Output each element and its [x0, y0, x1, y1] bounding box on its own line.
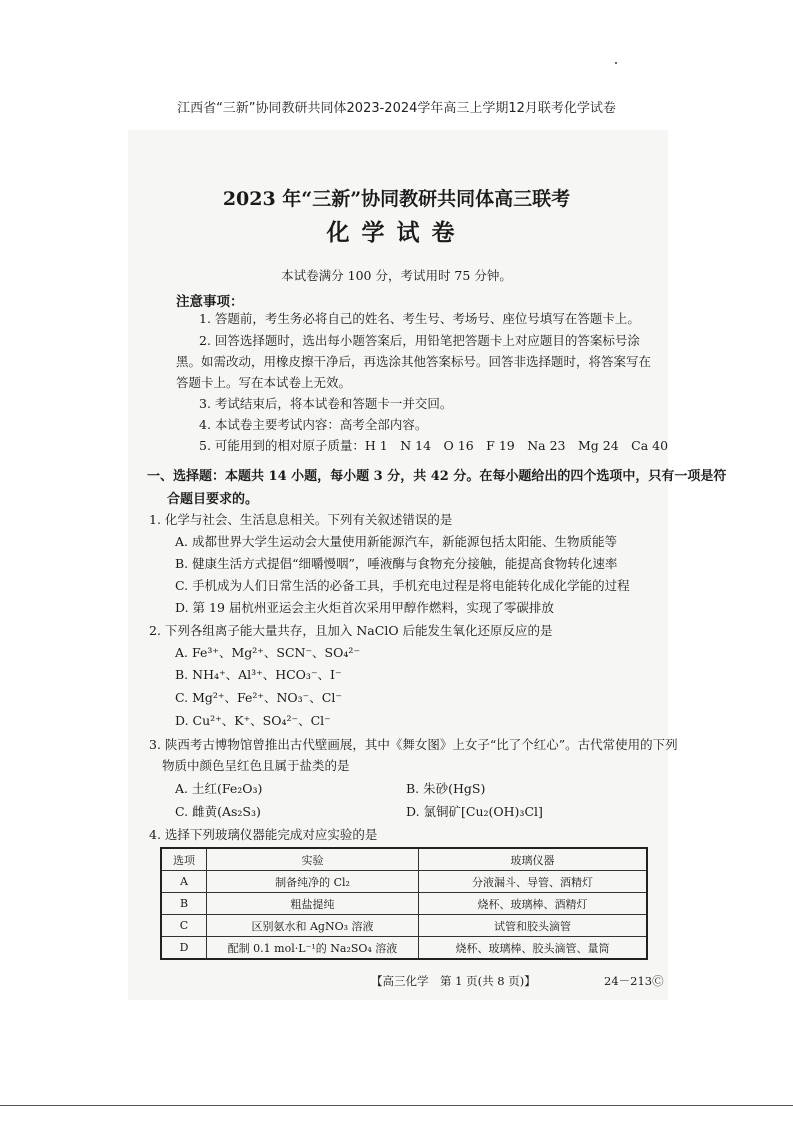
q2-option-a: A. Fe³⁺、Mg²⁺、SCN⁻、SO₄²⁻	[175, 645, 360, 660]
table-cell: 粗盐提纯	[207, 893, 419, 915]
note-line: 2. 回答选择题时，选出每小题答案后，用铅笔把答题卡上对应题目的答案标号涂	[199, 333, 640, 348]
table-row	[161, 915, 647, 937]
table-cell: B	[161, 893, 207, 915]
note-line: 4. 本试卷主要考试内容：高考全部内容。	[199, 417, 428, 432]
question-4-stem: 4. 选择下列玻璃仪器能完成对应实验的是	[149, 827, 378, 842]
table-cell: 配制 0.1 mol·L⁻¹的 Na₂SO₄ 溶液	[207, 937, 419, 960]
table-cell: 烧杯、玻璃棒、胶头滴管、量筒	[419, 937, 648, 960]
document-header: 江西省“三新”协同教研共同体2023-2024学年高三上学期12月联考化学试卷	[177, 101, 616, 116]
q2-option-b: B. NH₄⁺、Al³⁺、HCO₃⁻、I⁻	[175, 667, 342, 682]
q3-option-b: B. 朱砂(HgS)	[406, 781, 486, 796]
q1-option-a: A. 成都世界大学生运动会大量使用新能源汽车，新能源包括太阳能、生物质能等	[175, 534, 617, 549]
table-cell: 分液漏斗、导管、酒精灯	[419, 871, 648, 893]
q2-option-d: D. Cu²⁺、K⁺、SO₄²⁻、Cl⁻	[175, 713, 331, 728]
q2-option-c: C. Mg²⁺、Fe²⁺、NO₃⁻、Cl⁻	[175, 690, 342, 705]
question-3-stem: 3. 陕西考古博物馆曾推出古代壁画展，其中《舞女图》上女子“比了个红心”。古代常使用的下列	[149, 737, 678, 752]
q3-option-d: D. 氯铜矿[Cu₂(OH)₃Cl]	[406, 804, 543, 819]
table-cell: D	[161, 937, 207, 960]
table-row	[161, 893, 647, 915]
note-line: 5. 可能用到的相对原子质量：H 1 N 14 O 16 F 19 Na 23 Mg 24 Ca 40	[199, 438, 669, 453]
exam-title: 2023 年“三新”协同教研共同体高三联考	[222, 188, 571, 210]
table-cell: A	[161, 871, 207, 893]
page-footer: 【高三化学 第 1 页(共 8 页)】	[371, 974, 536, 988]
section-title-cont: 合题目要求的。	[167, 492, 259, 507]
q1-option-d: D. 第 19 届杭州亚运会主火炬首次采用甲醇作燃料，实现了零碳排放	[175, 600, 554, 615]
table-header-row	[161, 848, 647, 871]
question-4-table	[160, 847, 648, 960]
table-cell: 制备纯净的 Cl₂	[207, 871, 419, 893]
bottom-scrollbar[interactable]	[0, 1105, 793, 1123]
table-cell: 区别氨水和 AgNO₃ 溶液	[207, 915, 419, 937]
table-header: 玻璃仪器	[419, 848, 648, 871]
question-3-stem-cont: 物质中颜色呈红色且属于盐类的是	[162, 758, 350, 773]
table-header: 选项	[161, 848, 207, 871]
q1-option-c: C. 手机成为人们日常生活的必备工具，手机充电过程是将电能转化成化学能的过程	[175, 578, 630, 593]
score-line: 本试卷满分 100 分，考试用时 75 分钟。	[281, 268, 512, 283]
scan-dot	[615, 62, 617, 64]
question-1-stem: 1. 化学与社会、生活息息相关。下列有关叙述错误的是	[149, 512, 453, 527]
table-header: 实验	[207, 848, 419, 871]
table-row	[161, 871, 647, 893]
q3-option-c: C. 雌黄(As₂S₃)	[175, 804, 261, 819]
table-row	[161, 937, 647, 960]
note-line: 答题卡上。写在本试卷上无效。	[176, 375, 352, 390]
q3-option-a: A. 土红(Fe₂O₃)	[175, 781, 263, 796]
question-2-stem: 2. 下列各组离子能大量共存，且加入 NaClO 后能发生氧化还原反应的是	[149, 623, 553, 638]
table-cell: C	[161, 915, 207, 937]
paper-code: 24－213Ⓒ	[604, 974, 664, 988]
note-line: 黑。如需改动，用橡皮擦干净后，再选涂其他答案标号。回答非选择题时，将答案写在	[176, 354, 652, 369]
note-line: 3. 考试结束后，将本试卷和答题卡一并交回。	[199, 396, 453, 411]
note-line: 1. 答题前，考生务必将自己的姓名、考生号、考场号、座位号填写在答题卡上。	[199, 311, 640, 326]
subject-title: 化学试卷	[326, 219, 467, 246]
notes-heading: 注意事项：	[176, 294, 244, 310]
section-title: 一、选择题：本题共 14 小题，每小题 3 分，共 42 分。在每小题给出的四个选项中，只有一项是符	[147, 469, 727, 484]
q1-option-b: B. 健康生活方式提倡“细嚼慢咽”，唾液酶与食物充分接触，能提高食物转化速率	[175, 556, 618, 571]
table-cell: 试管和胶头滴管	[419, 915, 648, 937]
table-cell: 烧杯、玻璃棒、酒精灯	[419, 893, 648, 915]
